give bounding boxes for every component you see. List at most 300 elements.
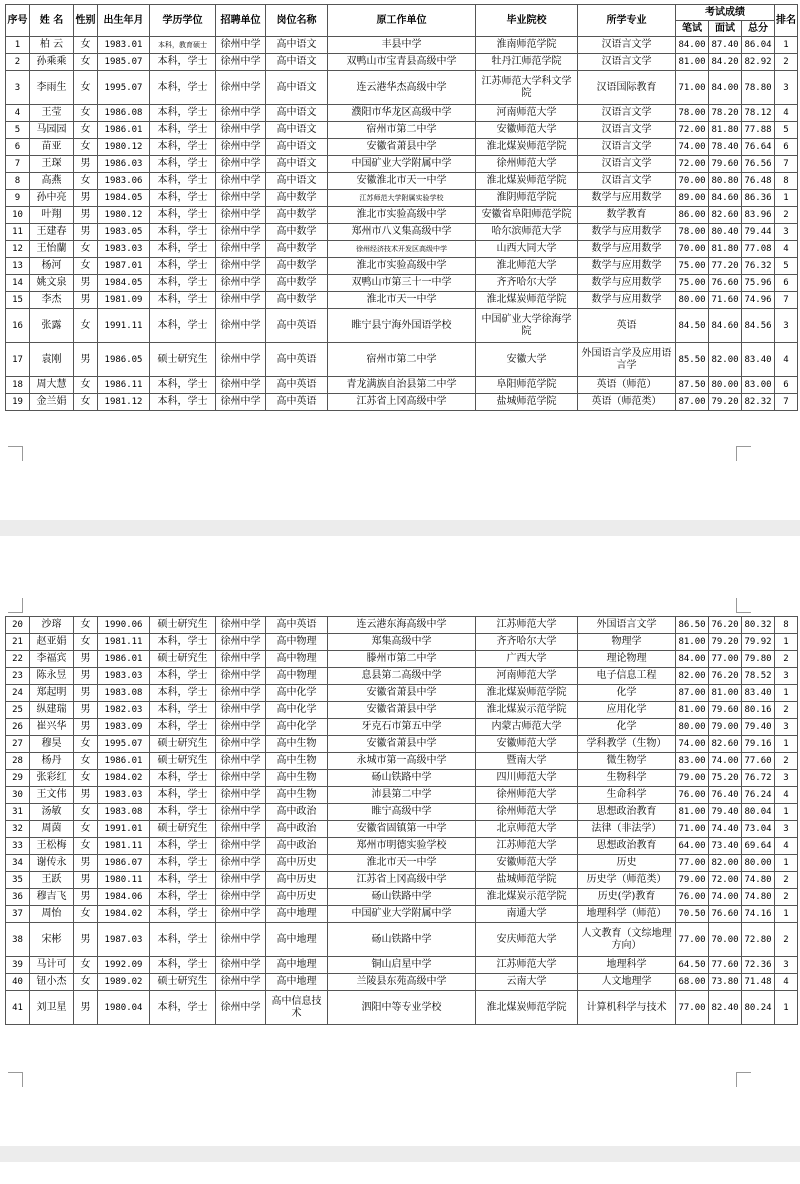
table-row [6,54,798,71]
cell-school: 安徽大学 [476,343,578,377]
crop-mark [736,446,751,461]
cell-gender: 女 [74,309,98,343]
cell-school: 北京师范大学 [476,821,578,838]
cell-post: 高中语文 [266,122,328,139]
cell-name: 穆昊 [30,736,74,753]
cell-birth: 1986.07 [98,855,150,872]
cell-birth: 1991.01 [98,821,150,838]
cell-gender: 女 [74,617,98,634]
cell-interview: 77.20 [709,258,742,275]
cell-birth: 1983.06 [98,173,150,190]
cell-unit: 徐州中学 [216,872,266,889]
cell-school: 河南师范大学 [476,105,578,122]
cell-unit: 徐州中学 [216,753,266,770]
cell-gender: 女 [74,258,98,275]
cell-major: 汉语言文学 [578,139,676,156]
table-row [6,923,798,957]
cell-no: 25 [6,702,30,719]
cell-degree: 本科，学士 [150,855,216,872]
cell-no: 7 [6,156,30,173]
cell-post: 高中数学 [266,190,328,207]
cell-rank: 6 [775,377,798,394]
cell-unit: 徐州中学 [216,292,266,309]
cell-name: 王松梅 [30,838,74,855]
cell-orig-unit: 江苏师范大学附属实验学校 [328,190,476,207]
cell-orig-unit: 丰县中学 [328,37,476,54]
cell-rank: 3 [775,224,798,241]
cell-unit: 徐州中学 [216,736,266,753]
cell-degree: 本科，学士 [150,719,216,736]
cell-birth: 1991.11 [98,309,150,343]
header-major: 所学专业 [578,5,676,37]
cell-orig-unit: 中国矿业大学附属中学 [328,156,476,173]
cell-post: 高中数学 [266,224,328,241]
table-row [6,974,798,991]
cell-rank: 3 [775,957,798,974]
cell-school: 哈尔滨师范大学 [476,224,578,241]
cell-school: 淮阴师范学院 [476,190,578,207]
cell-name: 孙乘乘 [30,54,74,71]
cell-school: 江苏师范大学 [476,838,578,855]
cell-orig-unit: 濮阳市华龙区高级中学 [328,105,476,122]
cell-major: 人文地理学 [578,974,676,991]
cell-degree: 本科，学士 [150,207,216,224]
cell-orig-unit: 牙克石市第五中学 [328,719,476,736]
table-row [6,617,798,634]
table-row [6,139,798,156]
cell-name: 苗亚 [30,139,74,156]
table-row [6,37,798,54]
cell-gender: 女 [74,770,98,787]
cell-gender: 男 [74,190,98,207]
header-rank: 排名 [775,5,798,37]
cell-orig-unit: 徐州经济技术开发区高级中学 [328,241,476,258]
cell-interview: 84.00 [709,71,742,105]
cell-written: 87.50 [676,377,709,394]
table-row [6,258,798,275]
cell-unit: 徐州中学 [216,719,266,736]
cell-total: 86.04 [742,37,775,54]
table-row [6,394,798,411]
cell-rank: 2 [775,923,798,957]
cell-no: 36 [6,889,30,906]
cell-gender: 女 [74,241,98,258]
cell-post: 高中语文 [266,156,328,173]
cell-post: 高中生物 [266,753,328,770]
cell-written: 79.00 [676,770,709,787]
cell-rank: 4 [775,838,798,855]
cell-no: 23 [6,668,30,685]
cell-birth: 1980.04 [98,991,150,1025]
cell-school: 淮北煤炭示范学院 [476,889,578,906]
cell-no: 17 [6,343,30,377]
cell-degree: 本科，学士 [150,275,216,292]
cell-orig-unit: 睢宁县宁海外国语学校 [328,309,476,343]
cell-birth: 1983.03 [98,668,150,685]
cell-post: 高中语文 [266,71,328,105]
cell-name: 金兰娟 [30,394,74,411]
cell-rank: 2 [775,54,798,71]
cell-school: 淮北煤炭师范学院 [476,292,578,309]
cell-post: 高中化学 [266,702,328,719]
cell-gender: 女 [74,838,98,855]
header-gender: 性别 [74,5,98,37]
cell-orig-unit: 淮北市天一中学 [328,292,476,309]
cell-no: 6 [6,139,30,156]
cell-unit: 徐州中学 [216,974,266,991]
cell-interview: 78.20 [709,105,742,122]
cell-name: 王莹 [30,105,74,122]
cell-written: 72.00 [676,156,709,173]
cell-major: 思想政治教育 [578,838,676,855]
cell-total: 79.80 [742,651,775,668]
cell-unit: 徐州中学 [216,258,266,275]
cell-name: 袁刚 [30,343,74,377]
cell-gender: 女 [74,821,98,838]
cell-unit: 徐州中学 [216,224,266,241]
header-school: 毕业院校 [476,5,578,37]
cell-name: 谢传永 [30,855,74,872]
cell-written: 81.00 [676,54,709,71]
cell-no: 10 [6,207,30,224]
table-row [6,309,798,343]
cell-orig-unit: 双鸭山市第三十一中学 [328,275,476,292]
cell-name: 王建春 [30,224,74,241]
cell-interview: 79.20 [709,394,742,411]
cell-rank: 7 [775,292,798,309]
table-row [6,991,798,1025]
cell-birth: 1982.03 [98,702,150,719]
cell-school: 云南大学 [476,974,578,991]
cell-interview: 79.00 [709,719,742,736]
cell-orig-unit: 宿州市第二中学 [328,122,476,139]
cell-rank: 2 [775,651,798,668]
cell-orig-unit: 安徽淮北市天一中学 [328,173,476,190]
cell-unit: 徐州中学 [216,668,266,685]
cell-no: 11 [6,224,30,241]
cell-gender: 女 [74,394,98,411]
header-score-group: 考试成绩 [676,5,775,21]
cell-total: 74.96 [742,292,775,309]
cell-rank: 7 [775,156,798,173]
table-row [6,207,798,224]
table-row [6,241,798,258]
cell-written: 77.00 [676,991,709,1025]
cell-name: 姚文泉 [30,275,74,292]
cell-total: 76.64 [742,139,775,156]
cell-post: 高中语文 [266,54,328,71]
cell-major: 生命科学 [578,787,676,804]
cell-degree: 本科，学士 [150,991,216,1025]
cell-post: 高中语文 [266,105,328,122]
cell-unit: 徐州中学 [216,37,266,54]
cell-no: 24 [6,685,30,702]
cell-no: 28 [6,753,30,770]
results-table-page-2 [5,616,798,1025]
cell-birth: 1995.07 [98,736,150,753]
cell-orig-unit: 铜山启星中学 [328,957,476,974]
cell-degree: 本科，学士 [150,54,216,71]
cell-written: 68.00 [676,974,709,991]
cell-rank: 1 [775,991,798,1025]
cell-unit: 徐州中学 [216,275,266,292]
cell-no: 31 [6,804,30,821]
cell-written: 71.00 [676,821,709,838]
cell-orig-unit: 砀山铁路中学 [328,923,476,957]
cell-major: 英语 [578,309,676,343]
cell-orig-unit: 郑州市明德实验学校 [328,838,476,855]
cell-interview: 79.60 [709,156,742,173]
cell-degree: 本科，学士 [150,702,216,719]
cell-no: 9 [6,190,30,207]
cell-total: 74.80 [742,889,775,906]
cell-birth: 1986.01 [98,753,150,770]
table-row [6,122,798,139]
cell-rank: 4 [775,105,798,122]
cell-total: 80.16 [742,702,775,719]
cell-interview: 79.20 [709,634,742,651]
cell-orig-unit: 安徽省固镇第一中学 [328,821,476,838]
table-row [6,71,798,105]
cell-birth: 1983.08 [98,685,150,702]
cell-rank: 2 [775,872,798,889]
cell-name: 王怡蘭 [30,241,74,258]
cell-school: 徐州师范大学 [476,804,578,821]
cell-interview: 82.40 [709,991,742,1025]
cell-school: 内蒙古师范大学 [476,719,578,736]
cell-unit: 徐州中学 [216,241,266,258]
cell-major: 数学与应用数学 [578,292,676,309]
cell-total: 76.72 [742,770,775,787]
table-row [6,855,798,872]
cell-gender: 男 [74,923,98,957]
cell-total: 77.88 [742,122,775,139]
cell-birth: 1983.09 [98,719,150,736]
cell-written: 75.00 [676,275,709,292]
cell-written: 87.00 [676,685,709,702]
cell-interview: 74.00 [709,753,742,770]
cell-birth: 1985.07 [98,54,150,71]
cell-rank: 1 [775,906,798,923]
cell-gender: 男 [74,855,98,872]
cell-name: 马计可 [30,957,74,974]
cell-degree: 本科，学士 [150,105,216,122]
cell-interview: 74.00 [709,889,742,906]
table-row [6,821,798,838]
cell-interview: 82.00 [709,855,742,872]
cell-orig-unit: 砀山铁路中学 [328,770,476,787]
cell-birth: 1981.11 [98,838,150,855]
cell-written: 80.00 [676,719,709,736]
cell-degree: 本科，学士 [150,685,216,702]
crop-mark [736,598,751,613]
cell-total: 82.32 [742,394,775,411]
cell-orig-unit: 郑州市八义集高级中学 [328,224,476,241]
cell-written: 76.00 [676,787,709,804]
cell-school: 徐州师范大学 [476,787,578,804]
cell-orig-unit: 兰陵县东苑高级中学 [328,974,476,991]
page-gap [0,520,800,536]
cell-written: 77.00 [676,855,709,872]
cell-written: 84.50 [676,309,709,343]
cell-major: 汉语言文学 [578,122,676,139]
header-unit: 招聘单位 [216,5,266,37]
cell-post: 高中数学 [266,258,328,275]
cell-orig-unit: 永城市第一高级中学 [328,753,476,770]
cell-birth: 1984.05 [98,190,150,207]
cell-interview: 84.60 [709,190,742,207]
cell-unit: 徐州中学 [216,156,266,173]
cell-no: 26 [6,719,30,736]
cell-name: 叶翔 [30,207,74,224]
cell-rank: 4 [775,787,798,804]
cell-major: 计算机科学与技术 [578,991,676,1025]
cell-birth: 1986.01 [98,122,150,139]
cell-school: 阜阳师范学院 [476,377,578,394]
cell-degree: 本科，学士 [150,668,216,685]
cell-school: 淮南师范学院 [476,37,578,54]
cell-gender: 男 [74,685,98,702]
cell-degree: 本科，教育硕士 [150,37,216,54]
cell-school: 牡丹江师范学院 [476,54,578,71]
cell-unit: 徐州中学 [216,105,266,122]
cell-post: 高中英语 [266,394,328,411]
cell-post: 高中语文 [266,173,328,190]
cell-no: 15 [6,292,30,309]
cell-total: 78.52 [742,668,775,685]
cell-gender: 男 [74,651,98,668]
cell-orig-unit: 息县第二高级中学 [328,668,476,685]
cell-interview: 79.40 [709,804,742,821]
cell-total: 76.48 [742,173,775,190]
cell-written: 86.50 [676,617,709,634]
cell-major: 数学与应用数学 [578,258,676,275]
cell-interview: 76.60 [709,275,742,292]
cell-written: 64.00 [676,838,709,855]
cell-orig-unit: 连云港华杰高级中学 [328,71,476,105]
cell-interview: 72.00 [709,872,742,889]
cell-name: 刘卫星 [30,991,74,1025]
cell-gender: 女 [74,173,98,190]
cell-total: 75.96 [742,275,775,292]
cell-degree: 本科，学士 [150,71,216,105]
cell-major: 生物科学 [578,770,676,787]
cell-major: 历史学（师范类） [578,872,676,889]
cell-name: 陈永昱 [30,668,74,685]
cell-rank: 3 [775,719,798,736]
cell-rank: 8 [775,173,798,190]
cell-no: 14 [6,275,30,292]
cell-birth: 1983.03 [98,241,150,258]
cell-rank: 4 [775,241,798,258]
cell-birth: 1995.07 [98,71,150,105]
cell-rank: 2 [775,702,798,719]
cell-unit: 徐州中学 [216,770,266,787]
cell-total: 83.40 [742,343,775,377]
cell-post: 高中历史 [266,855,328,872]
cell-written: 70.50 [676,906,709,923]
cell-orig-unit: 江苏省上冈高级中学 [328,872,476,889]
cell-written: 84.00 [676,651,709,668]
cell-name: 周大慧 [30,377,74,394]
cell-post: 高中生物 [266,770,328,787]
cell-major: 微生物学 [578,753,676,770]
cell-total: 73.04 [742,821,775,838]
cell-degree: 本科，学士 [150,309,216,343]
cell-gender: 女 [74,122,98,139]
cell-orig-unit: 砀山铁路中学 [328,889,476,906]
header-degree: 学历学位 [150,5,216,37]
cell-birth: 1992.09 [98,957,150,974]
cell-degree: 硕士研究生 [150,343,216,377]
cell-total: 78.12 [742,105,775,122]
cell-written: 78.00 [676,224,709,241]
cell-rank: 2 [775,889,798,906]
cell-gender: 女 [74,105,98,122]
cell-gender: 女 [74,139,98,156]
cell-school: 广西大学 [476,651,578,668]
cell-birth: 1981.11 [98,634,150,651]
cell-birth: 1983.03 [98,787,150,804]
cell-no: 38 [6,923,30,957]
cell-degree: 本科，学士 [150,122,216,139]
cell-gender: 女 [74,974,98,991]
cell-no: 29 [6,770,30,787]
cell-gender: 男 [74,702,98,719]
table-row [6,343,798,377]
table-row [6,377,798,394]
cell-degree: 本科，学士 [150,394,216,411]
cell-school: 淮北煤炭师范学院 [476,139,578,156]
cell-unit: 徐州中学 [216,377,266,394]
cell-unit: 徐州中学 [216,54,266,71]
cell-birth: 1986.08 [98,105,150,122]
cell-rank: 4 [775,343,798,377]
cell-written: 81.00 [676,804,709,821]
cell-total: 83.96 [742,207,775,224]
cell-interview: 77.60 [709,957,742,974]
cell-unit: 徐州中学 [216,855,266,872]
cell-no: 3 [6,71,30,105]
cell-unit: 徐州中学 [216,617,266,634]
cell-unit: 徐州中学 [216,804,266,821]
cell-interview: 76.60 [709,906,742,923]
cell-unit: 徐州中学 [216,906,266,923]
cell-written: 76.00 [676,889,709,906]
cell-unit: 徐州中学 [216,190,266,207]
table-row [6,770,798,787]
page-2 [0,536,800,1146]
cell-post: 高中地理 [266,957,328,974]
cell-degree: 本科，学士 [150,224,216,241]
cell-no: 19 [6,394,30,411]
cell-orig-unit: 睢宁高级中学 [328,804,476,821]
table-row [6,173,798,190]
cell-name: 杨河 [30,258,74,275]
cell-written: 70.00 [676,173,709,190]
cell-gender: 女 [74,957,98,974]
cell-major: 历史 [578,855,676,872]
cell-interview: 82.00 [709,343,742,377]
cell-birth: 1980.12 [98,139,150,156]
cell-orig-unit: 中国矿业大学附属中学 [328,906,476,923]
cell-school: 淮北煤炭师范学院 [476,173,578,190]
cell-total: 80.32 [742,617,775,634]
cell-written: 77.00 [676,923,709,957]
cell-no: 1 [6,37,30,54]
cell-no: 32 [6,821,30,838]
cell-orig-unit: 宿州市第二中学 [328,343,476,377]
